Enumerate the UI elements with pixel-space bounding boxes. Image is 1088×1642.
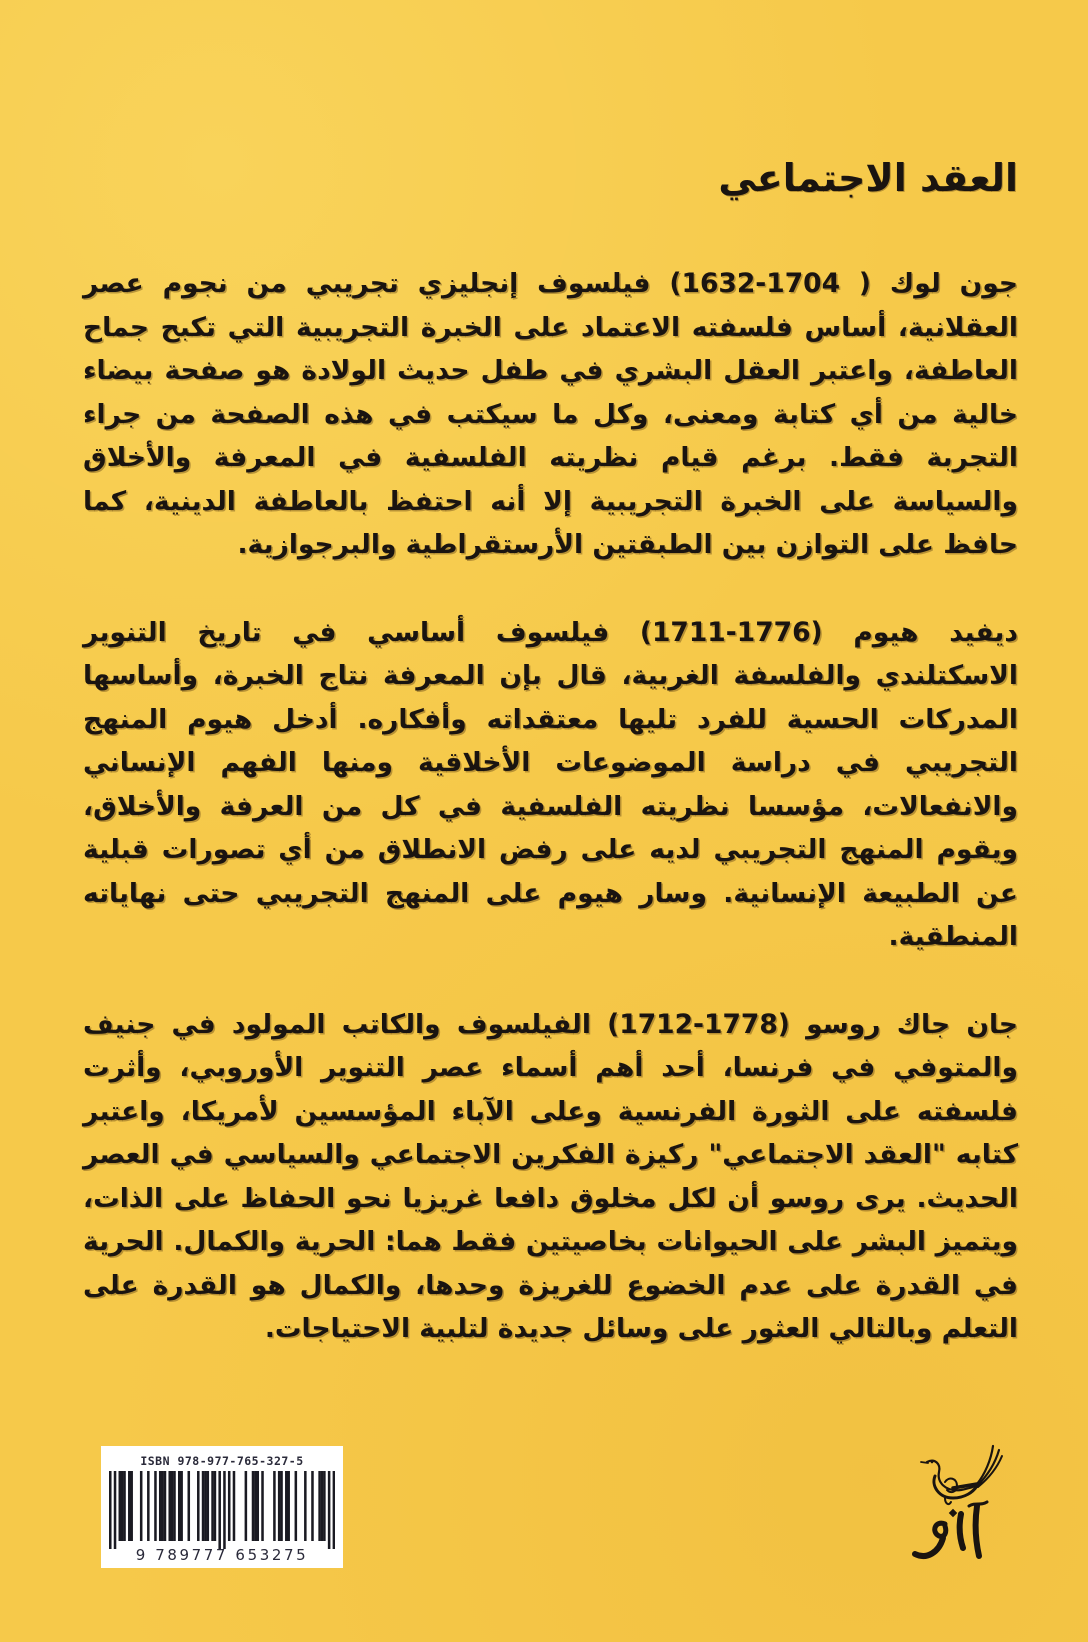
barcode-bar (228, 1471, 231, 1541)
barcode-bar (245, 1471, 248, 1541)
barcode-bar (204, 1471, 207, 1541)
barcode-bar (304, 1471, 307, 1541)
barcode-bar (130, 1471, 133, 1541)
barcode-bar (256, 1471, 259, 1541)
barcode-bar (188, 1471, 191, 1541)
paragraph-rousseau: جان جاك روسو (1778-1712) الفيلسوف والكاتب المولود في جنيف والمتوفي في فرنسا، أحد أهم أسماء عصر التنوير الأوروبي، وأثرت فلسفته على الثورة الفرنسية وعلى الآباء المؤسسين لأمريكا، واعتبر كتابه "العقد الاجتماعي" ركيزة الفكرين الاجتماعي والسياسي في العصر الحديث. يرى روسو أن لكل مخلوق دافعا غريزيا نحو الحفاظ على الذات، ويتميز البشر على الحيوانات بخاصيتين فقط هما: الحرية والكمال. الحرية في القدرة على عدم الخضوع للغريزة وحدها، والكمال هو القدرة على التعلم وبالتالي العثور على وسائل جديدة لتلبية الاحتياجات. (83, 1008, 1018, 1344)
barcode-bar (180, 1471, 183, 1541)
barcode-bar (178, 1471, 181, 1541)
paragraph-locke: جون لوك ( 1704-1632) فيلسوف إنجليزي تجريبي من نجوم عصر العقلانية، أساس فلسفته الاعتماد على الخبرة التجريبية التي تكبح جماح العاطفة، واعتبر العقل البشري في طفل حديث الولادة هو صفحة بيضاء خالية من أي كتابة ومعنى، وكل ما سيكتب في هذه الصفحة من جراء التجربة فقط. برغم قيام نظريته الفلسفية في المعرفة والأخلاق والسياسة على الخبرة التجريبية إلا أنه احتفظ بالعاطفة الدينية، كما حافظ على التوازن بين الطبقتين الأرستقراطية والبرجوازية. (83, 268, 1018, 560)
barcode-bar (218, 1471, 221, 1549)
barcode-bar (323, 1471, 326, 1541)
barcode-bar (211, 1471, 214, 1541)
barcode-bar (287, 1471, 290, 1541)
barcode-bar (164, 1471, 167, 1541)
barcode-bar (207, 1471, 210, 1541)
barcode-bar (147, 1471, 150, 1541)
barcode-bar (121, 1471, 124, 1541)
book-title: العقد الاجتماعي (718, 156, 1018, 200)
barcode-bar (119, 1471, 122, 1541)
publisher-name-calligraphy (915, 1502, 987, 1556)
barcode-bar (223, 1471, 226, 1549)
barcode-bar (168, 1471, 171, 1541)
barcode-bar (278, 1471, 281, 1541)
blurb (83, 262, 1018, 1351)
barcode-bar (109, 1471, 112, 1549)
barcode-bar (114, 1471, 117, 1549)
bird-icon (921, 1446, 1002, 1504)
barcode-bar (285, 1471, 288, 1541)
barcode-bar (233, 1471, 236, 1541)
barcode-bar (252, 1471, 255, 1541)
barcode-bar (159, 1471, 162, 1541)
barcode-bar (171, 1471, 174, 1541)
barcode-bar (197, 1471, 200, 1541)
publisher-logo (905, 1440, 1005, 1570)
barcode-digits: 9 789777 653275 (135, 1546, 309, 1564)
barcode-bar (202, 1471, 205, 1541)
barcode-bar (280, 1471, 283, 1541)
barcode-bar (140, 1471, 143, 1541)
barcode-bar (161, 1471, 164, 1541)
barcode-bar (261, 1471, 264, 1541)
barcode-bar (173, 1471, 176, 1541)
barcode-bar (311, 1471, 314, 1541)
barcode-bar (328, 1471, 331, 1549)
barcode-bar (154, 1471, 157, 1541)
isbn-barcode-box (101, 1446, 343, 1568)
barcode-bar (318, 1471, 321, 1541)
barcode-bar (333, 1471, 335, 1549)
barcode-icon (109, 1471, 335, 1549)
barcode-bar (214, 1471, 217, 1541)
barcode-bar (273, 1471, 276, 1541)
barcode-bar (123, 1471, 126, 1541)
barcode-bar (254, 1471, 257, 1541)
barcode-bar (128, 1471, 131, 1541)
isbn-label: ISBN 978-977-765-327-5 (140, 1454, 304, 1468)
paragraph-hume: ديفيد هيوم (1776-1711) فيلسوف أساسي في تاريخ التنوير الاسكتلندي والفلسفة الغربية، قال بإن المعرفة نتاج الخبرة، وأساسها المدركات الحسية للفرد تليها معتقداته وأفكاره. أدخل هيوم المنهج التجريبي في دراسة الموضوعات الأخلاقية ومنها الفهم الإنساني والانفعالات، مؤسسا نظريته الفلسفية في كل من العرفة والأخلاق، ويقوم المنهج التجريبي لديه على رفض الانطلاق من أي تصورات قبلية عن الطبيعة الإنسانية. وسار هيوم على المنهج التجريبي حتى نهاياته المنطقية. (83, 616, 1018, 952)
barcode-bar (321, 1471, 324, 1541)
barcode-bar (295, 1471, 298, 1541)
